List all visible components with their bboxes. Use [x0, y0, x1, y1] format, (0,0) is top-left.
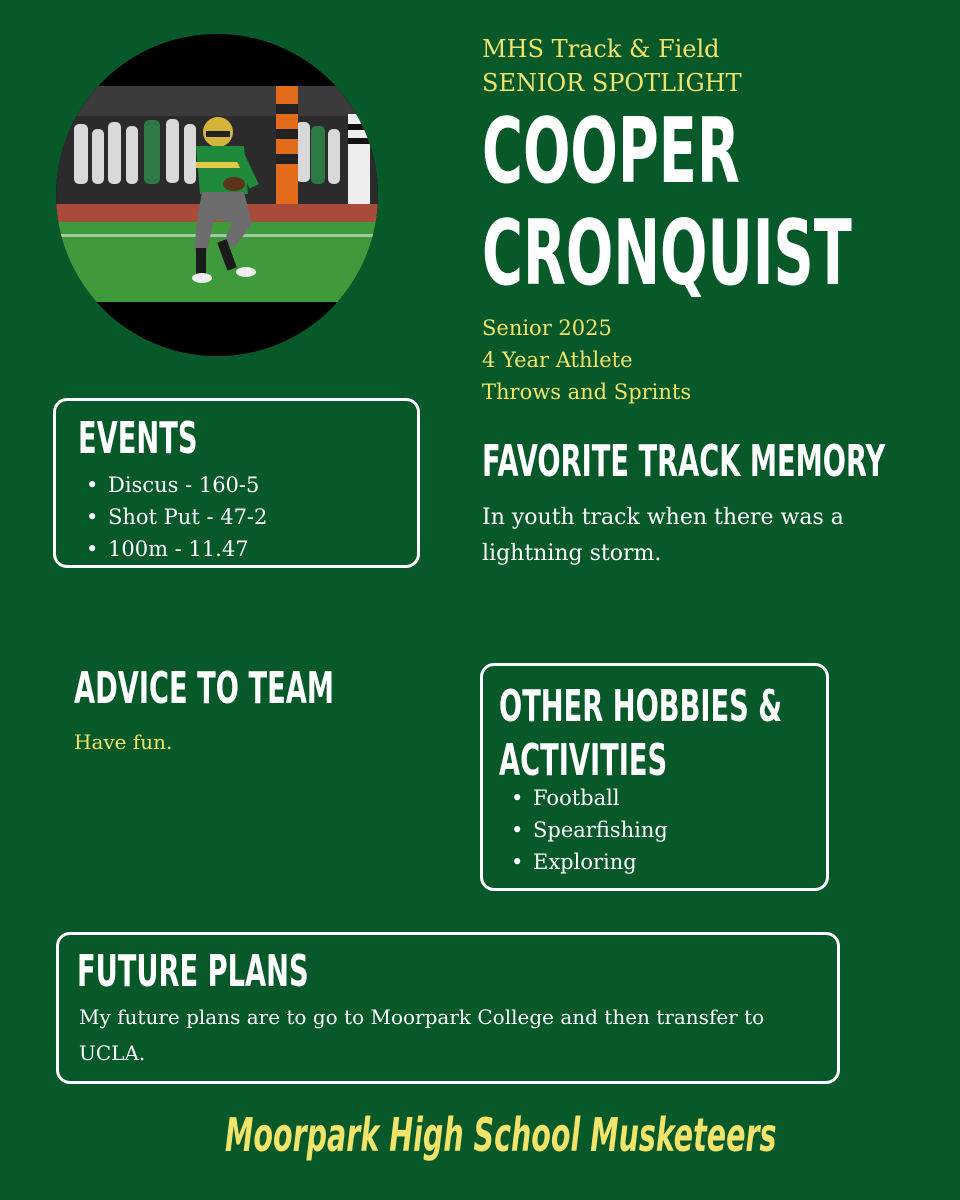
events-box	[53, 398, 420, 568]
list-item: • Shot Put - 47-2	[80, 501, 267, 533]
athlete-photo	[56, 34, 378, 356]
list-item: • Spearfishing	[505, 814, 668, 846]
detail-specialty: Throws and Sprints	[482, 380, 692, 404]
events-list	[80, 469, 267, 565]
memory-text: In youth track when there was a lightning storm.	[482, 505, 844, 566]
football-action-image	[56, 34, 378, 356]
hobbies-title-line2: ACTIVITIES	[499, 735, 668, 786]
school-footer: Moorpark High School Musketeers	[225, 1108, 777, 1162]
hobbies-list	[505, 782, 668, 878]
hobbies-box	[480, 663, 829, 891]
list-item: • Exploring	[505, 846, 668, 878]
advice-text: Have fun.	[74, 730, 173, 754]
athlete-details	[482, 312, 691, 408]
list-item: • Football	[505, 782, 668, 814]
spotlight-line: SENIOR SPOTLIGHT	[482, 69, 742, 97]
detail-class-year: Senior 2025	[482, 316, 612, 340]
events-title: EVENTS	[78, 413, 198, 464]
list-item: • 100m - 11.47	[80, 533, 267, 565]
future-title: FUTURE PLANS	[77, 946, 309, 997]
athlete-first-name: COOPER	[482, 99, 740, 204]
future-text: My future plans are to go to Moorpark College and then transfer to UCLA.	[79, 1005, 765, 1065]
list-item: • Discus - 160-5	[80, 469, 267, 501]
memory-title: FAVORITE TRACK MEMORY	[482, 436, 886, 487]
team-line: MHS Track & Field	[482, 35, 720, 63]
athlete-last-name: CRONQUIST	[482, 201, 852, 306]
advice-title: ADVICE TO TEAM	[74, 663, 334, 714]
hobbies-title-line1: OTHER HOBBIES &	[499, 681, 783, 732]
future-plans-box	[56, 932, 840, 1084]
detail-years: 4 Year Athlete	[482, 348, 633, 372]
